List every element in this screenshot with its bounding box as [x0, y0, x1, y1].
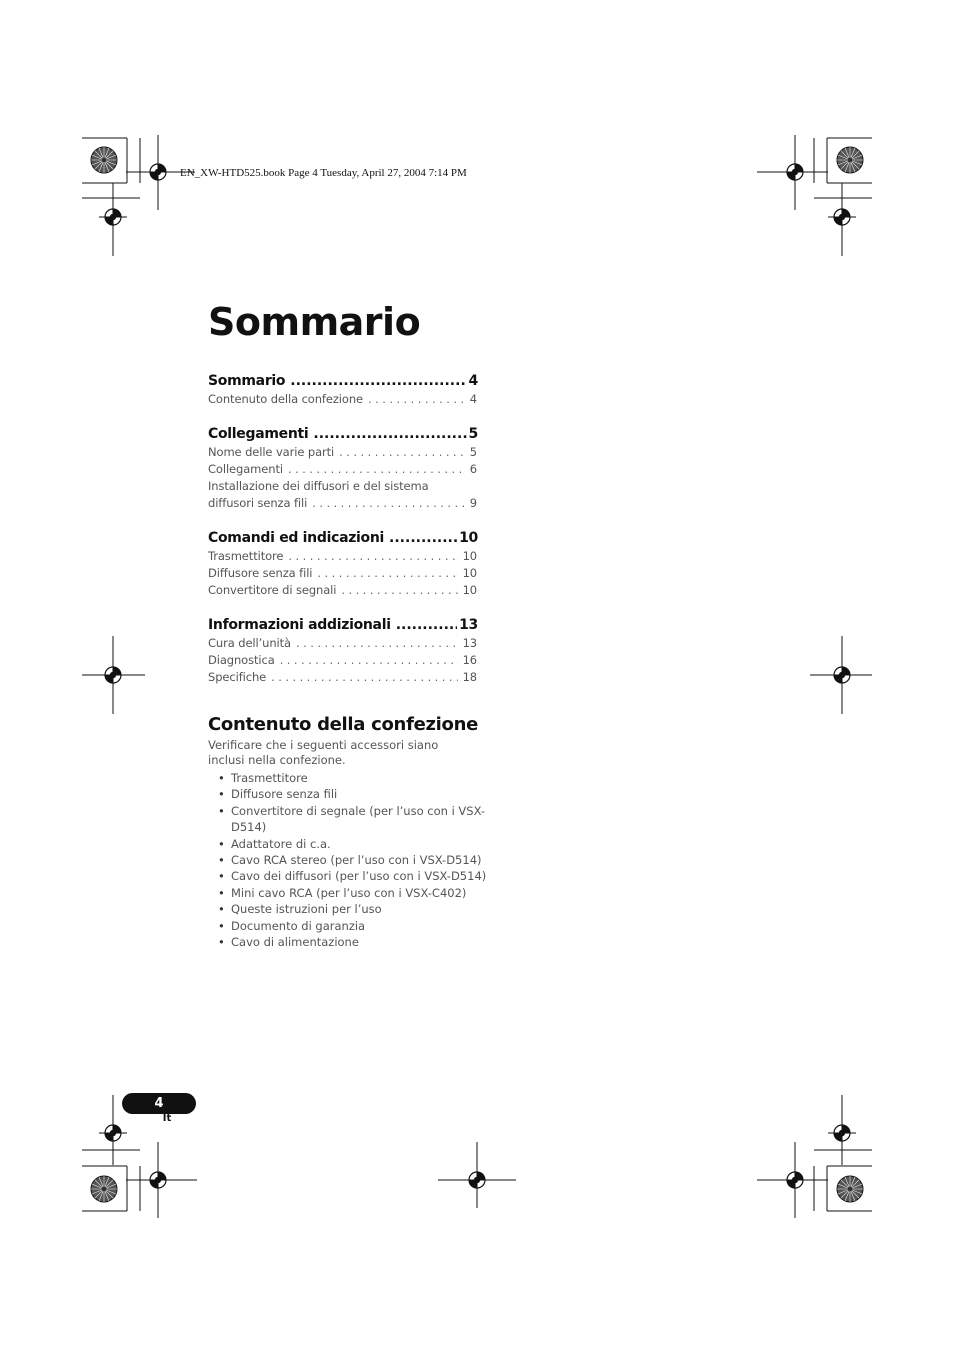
list-item — [208, 770, 491, 786]
list-item-text: Diffusore senza fili — [231, 787, 338, 802]
toc-item-label: Diffusore senza fili — [208, 566, 313, 580]
toc-item[interactable] — [208, 461, 478, 478]
dot-leader — [396, 616, 457, 635]
toc-item-page: 6 — [469, 462, 477, 476]
bullet-icon: • — [218, 885, 225, 900]
toc-item-page: 10 — [462, 583, 477, 597]
bullet-icon: • — [218, 869, 225, 884]
page-title: Sommario — [208, 300, 421, 344]
toc-item-page: 10 — [462, 549, 477, 563]
bullet-icon: • — [218, 918, 225, 933]
toc-item-page: 13 — [462, 636, 477, 650]
toc-section-informazioni — [208, 616, 478, 686]
toc-item-page: 18 — [462, 670, 477, 684]
bullet-icon: • — [218, 836, 225, 851]
toc-item[interactable] — [208, 565, 478, 582]
toc-item[interactable] — [208, 635, 478, 652]
list-item-text: Adattatore di c.a. — [231, 836, 331, 851]
dot-leader — [339, 444, 464, 461]
toc-heading[interactable] — [208, 425, 478, 444]
list-item — [208, 868, 491, 884]
list-item — [208, 934, 491, 950]
toc-item-label: Contenuto della confezione — [208, 392, 363, 406]
bullet-icon: • — [218, 935, 225, 950]
toc-item-page: 10 — [462, 566, 477, 580]
toc-item[interactable] — [208, 548, 478, 565]
list-item-text: Cavo RCA stereo (per l’uso con i VSX-D514) — [231, 853, 482, 868]
toc-heading-label: Collegamenti — [208, 426, 309, 442]
toc-item-label: Nome delle varie parti — [208, 445, 335, 459]
toc-heading[interactable] — [208, 372, 478, 391]
bullet-icon: • — [218, 803, 225, 818]
toc-heading-page: 10 — [459, 530, 478, 546]
list-item — [208, 901, 491, 917]
list-item-text: Documento di garanzia — [231, 918, 366, 933]
dot-leader — [313, 425, 466, 444]
package-contents-section — [208, 712, 508, 950]
toc-section-collegamenti — [208, 425, 478, 512]
language-code: It — [162, 1113, 172, 1124]
bullet-icon: • — [218, 771, 225, 785]
toc-section-sommario — [208, 372, 478, 408]
dot-leader — [317, 565, 457, 582]
toc-heading-page: 4 — [468, 373, 478, 389]
dot-leader — [288, 548, 457, 565]
list-item-text: Trasmettitore — [231, 771, 308, 785]
dot-leader — [312, 495, 464, 512]
toc-item[interactable] — [208, 669, 478, 686]
list-item — [208, 885, 491, 901]
toc-item-page: 5 — [469, 445, 477, 459]
intro-paragraph: Verificare che i seguenti accessori siano inclusi nella confezione. — [208, 738, 439, 767]
toc-heading[interactable] — [208, 529, 478, 548]
dot-leader — [290, 372, 466, 391]
list-item-text: Queste istruzioni per l’uso — [231, 902, 382, 917]
toc-heading-page: 5 — [468, 426, 478, 442]
section-heading: Contenuto della confezione — [208, 714, 479, 735]
toc-item[interactable] — [208, 652, 478, 669]
toc-item[interactable] — [208, 391, 478, 408]
dot-leader — [368, 391, 464, 408]
print-header: EN_XW-HTD525.book Page 4 Tuesday, April 27, 2004 7:14 PM — [180, 167, 467, 179]
list-item — [208, 836, 491, 852]
toc-item[interactable] — [208, 582, 478, 599]
list-item — [208, 803, 491, 836]
toc-item-label: Trasmettitore — [208, 549, 284, 563]
toc-item[interactable] — [208, 444, 478, 461]
list-item — [208, 786, 491, 802]
toc-item-label: Convertitore di segnali — [208, 583, 337, 597]
toc-section-comandi — [208, 529, 478, 599]
bullet-icon: • — [218, 853, 225, 868]
toc-heading-label: Informazioni addizionali — [208, 617, 391, 633]
list-item — [208, 918, 491, 934]
toc-item-label: Cura dell’unità — [208, 636, 291, 650]
list-item-text: Cavo di alimentazione — [231, 935, 359, 950]
toc-heading-page: 13 — [459, 617, 478, 633]
dot-leader — [389, 529, 457, 548]
toc-item-label: Diagnostica — [208, 653, 275, 667]
toc-item-label: diffusori senza fili — [208, 496, 308, 510]
accessory-list — [208, 770, 508, 950]
dot-leader — [288, 461, 464, 478]
dot-leader — [341, 582, 457, 599]
table-of-contents — [208, 372, 478, 703]
dot-leader — [271, 669, 457, 686]
toc-item-page: 16 — [462, 653, 477, 667]
toc-item-page: 9 — [469, 496, 477, 510]
list-item-text: Mini cavo RCA (per l’uso con i VSX-C402) — [231, 885, 467, 900]
list-item-text: Cavo dei diffusori (per l’uso con i VSX-D514) — [231, 869, 487, 884]
dot-leader — [296, 635, 458, 652]
list-item-text: Convertitore di segnale (per l’uso con i VSX-D514) — [231, 803, 486, 835]
toc-item-line[interactable]: Installazione dei diffusori e del sistema — [208, 479, 429, 493]
list-item — [208, 852, 491, 868]
toc-heading-label: Sommario — [208, 373, 286, 389]
toc-heading[interactable] — [208, 616, 478, 635]
toc-item[interactable] — [208, 495, 478, 512]
dot-leader — [280, 652, 458, 669]
toc-item-label: Collegamenti — [208, 462, 283, 476]
toc-item-page: 4 — [469, 392, 477, 406]
bullet-icon: • — [218, 902, 225, 917]
page-number-badge: 4 — [122, 1093, 196, 1114]
bullet-icon: • — [218, 787, 225, 802]
toc-heading-label: Comandi ed indicazioni — [208, 530, 385, 546]
toc-item-label: Specifiche — [208, 670, 267, 684]
